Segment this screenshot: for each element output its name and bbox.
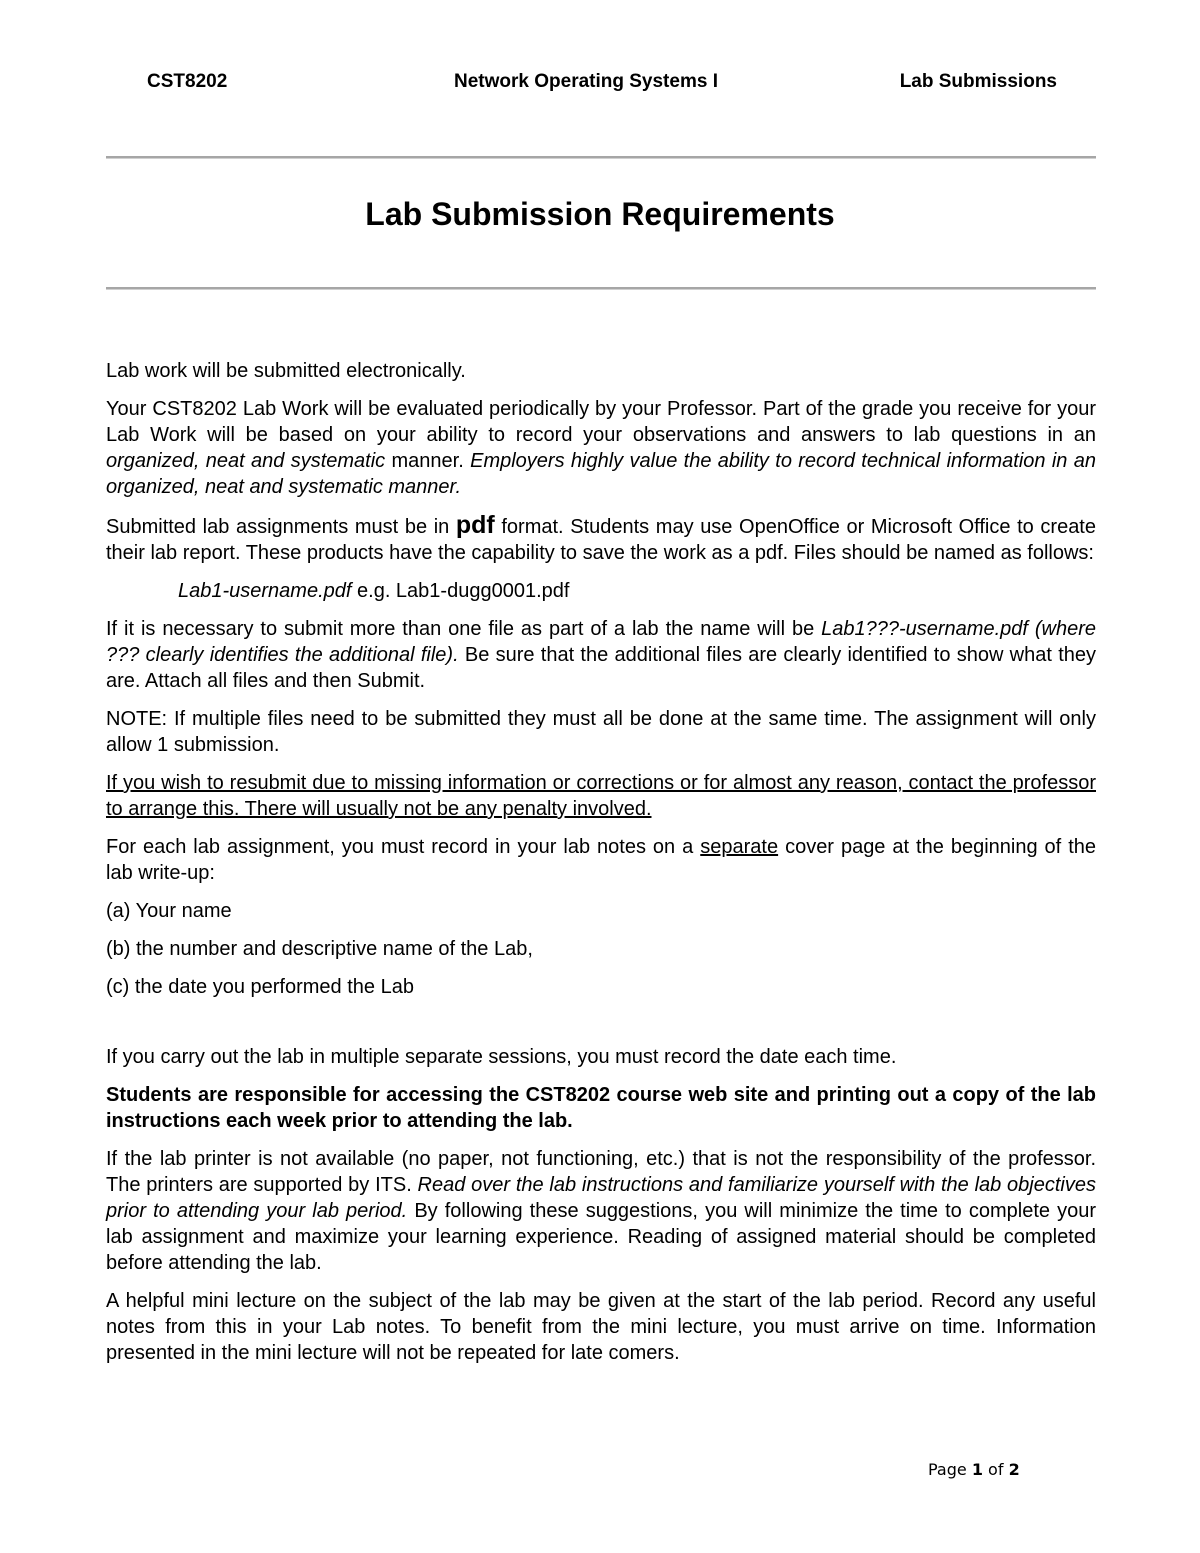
course-name: Network Operating Systems I xyxy=(454,71,718,92)
document-body xyxy=(106,358,1096,1378)
paragraph-cover-page xyxy=(106,834,1096,886)
top-divider xyxy=(106,156,1096,159)
emphasis-text: organized, neat and systematic xyxy=(106,450,386,472)
paragraph-responsibility: Students are responsible for accessing the CST8202 course web site and printing out a copy of the lab instructions each week prior to attending the lab. xyxy=(106,1084,1096,1132)
text-run: format. Students may use OpenOffice or Microsoft Office to create their lab report. These products have the capability to save the work as a pdf. Files should be named as follows: xyxy=(106,516,1096,564)
text-run: manner. xyxy=(385,450,471,472)
underlined-text: If you wish to resubmit due to missing information or corrections or for almost any reason, contact the professor to arrange this. There will usually not be any penalty involved. xyxy=(106,772,1096,820)
paragraph-note: NOTE: If multiple files need to be submitted they must all be done at the same time. The assignment will only allow 1 submission. xyxy=(106,708,1096,756)
text-run: cover page at the beginning of the lab write-up: xyxy=(106,836,1096,884)
text-run: If the lab printer is not available (no paper, not functioning, etc.) that is not the responsibility of the professor. The printers are supported by ITS. xyxy=(106,1148,1096,1196)
underlined-text: separate xyxy=(700,836,779,858)
paragraph-sessions: If you carry out the lab in multiple separate sessions, you must record the date each time. xyxy=(106,1046,897,1068)
text-run: For each lab assignment, you must record in your lab notes on a xyxy=(106,836,701,858)
page-total: 2 xyxy=(1008,1460,1020,1479)
emphasis-text: Read over the lab instructions and familiarize yourself with the lab objectives prior to attending your lab period. xyxy=(106,1174,1096,1222)
page-header xyxy=(147,71,1057,97)
pdf-keyword: pdf xyxy=(455,511,495,539)
paragraph-intro: Lab work will be submitted electronically. xyxy=(106,360,466,382)
text-run: If it is necessary to submit more than one file as part of a lab the name will be xyxy=(106,618,822,640)
paragraph-pdf-format xyxy=(106,512,1096,566)
page-current: 1 xyxy=(971,1460,983,1479)
filename-pattern: Lab1-username.pdf xyxy=(178,580,352,602)
text-run: Be sure that the additional files are clearly identified to show what they are. Attach all files and then Submit. xyxy=(106,644,1096,692)
course-code: CST8202 xyxy=(147,71,228,92)
paragraph-resubmit xyxy=(106,770,1096,822)
paragraph-printer xyxy=(106,1146,1096,1276)
list-item: (a) Your name xyxy=(106,900,232,922)
emphasis-text: Employers highly value the ability to record technical information in an organized, neat and systematic manner. xyxy=(106,450,1096,498)
page-number xyxy=(928,1460,1020,1479)
text-run: Your CST8202 Lab Work will be evaluated periodically by your Professor. Part of the grade you receive for your Lab Work will be based on your ability to record your observations and answers to lab questions in an xyxy=(106,398,1096,446)
paragraph-multiple-files xyxy=(106,616,1096,694)
page-label: Page xyxy=(928,1460,972,1479)
title-divider xyxy=(106,287,1096,290)
text-run: Submitted lab assignments must be in xyxy=(106,516,456,538)
paragraph-evaluation xyxy=(106,396,1096,500)
list-item: (b) the number and descriptive name of the Lab, xyxy=(106,938,533,960)
text-run: By following these suggestions, you will minimize the time to complete your lab assignment and maximize your learning experience. Reading of assigned material should be completed before attending the lab. xyxy=(106,1200,1096,1274)
filename-example xyxy=(106,578,1096,604)
filename-sample: e.g. Lab1-dugg0001.pdf xyxy=(351,580,570,602)
list-item: (c) the date you performed the Lab xyxy=(106,976,414,998)
section-name: Lab Submissions xyxy=(899,71,1057,92)
page-of: of xyxy=(982,1460,1009,1479)
emphasis-text: Lab1???-username.pdf (where ??? clearly identifies the additional file). xyxy=(106,618,1096,666)
paragraph-mini-lecture: A helpful mini lecture on the subject of the lab may be given at the start of the lab period. Record any useful notes from this in your Lab notes. To benefit from the mini lecture, you must arrive on time. Information presented in the mini lecture will not be repeated for late comers. xyxy=(106,1290,1096,1364)
page-title: Lab Submission Requirements xyxy=(365,196,835,232)
